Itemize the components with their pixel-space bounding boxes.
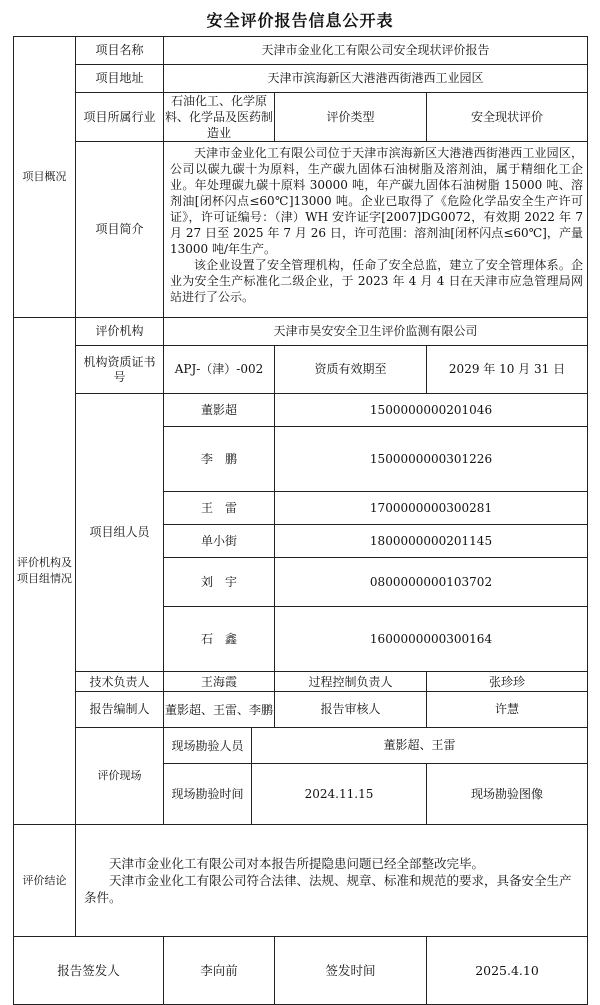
author-label: 报告编制人	[76, 692, 164, 728]
section-label-site: 评价现场	[76, 728, 164, 825]
section-label-overview: 项目概况	[14, 37, 76, 318]
validity-value: 2029 年 10 月 31 日	[427, 346, 588, 394]
member-id: 1600000000300164	[275, 607, 588, 672]
tech-lead: 王海霞	[164, 672, 275, 692]
industry-label: 项目所属行业	[76, 93, 164, 142]
org-label: 评价机构	[76, 318, 164, 346]
tech-lead-label: 技术负责人	[76, 672, 164, 692]
issuer-label: 报告签发人	[14, 937, 164, 1005]
project-intro-paragraph-1: 天津市金业化工有限公司位于天津市滨海新区大港港西街港西工业园区，公司以碳九碳十为原料，生产碳九固体石油树脂及溶剂油，属于精细化工企业。年处理碳九碳十原料 30000 吨，年产碳九固体石油树脂 15000 吨、溶剂油[闭杯闪点≤60℃]13000 吨。企业已取得了《危险化学品安全生产许可证》，许可证编号：（津）WH 安许证字[2007]DG0072，有效期 2022 年 7 月 27 日至 2025 年 7 月 26 日，许可范围：溶剂油[闭杯闪点≤60℃]，产量 13000 吨/年生产。	[170, 146, 584, 256]
eval-type-value: 安全现状评价	[427, 93, 588, 142]
project-address: 天津市滨海新区大港港西街港西工业园区	[164, 65, 588, 93]
member-name: 石 鑫	[164, 607, 275, 672]
section-label-conclusion: 评价结论	[14, 825, 76, 937]
member-name: 单小街	[164, 525, 275, 558]
reviewer-label: 报告审核人	[275, 692, 427, 728]
project-name: 天津市金业化工有限公司安全现状评价报告	[164, 37, 588, 65]
member-name: 董影超	[164, 394, 275, 427]
member-id: 1800000000201145	[275, 525, 588, 558]
survey-images-label: 现场勘验图像	[427, 764, 588, 825]
report-authors: 董影超、王雷、李鹏	[164, 692, 275, 728]
team-label: 项目组人员	[76, 394, 164, 672]
issue-date-label: 签发时间	[275, 937, 427, 1005]
reviewer: 许慧	[427, 692, 588, 728]
survey-time: 2024.11.15	[252, 764, 427, 825]
member-id: 1500000000201046	[275, 394, 588, 427]
project-address-label: 项目地址	[76, 65, 164, 93]
info-table	[13, 36, 588, 1005]
member-id: 0800000000103702	[275, 558, 588, 607]
project-intro-paragraph-2: 该企业设置了安全管理机构，任命了安全总监，建立了安全管理体系。企业为安全生产标准化二级企业，于 2023 年 4 月 4 日在天津市应急管理局网站进行了公示。	[170, 258, 584, 304]
member-name: 王 雷	[164, 492, 275, 525]
cert-label: 机构资质证书号	[76, 346, 164, 394]
member-id: 1500000000301226	[275, 427, 588, 492]
project-name-label: 项目名称	[76, 37, 164, 65]
member-name: 李 鹏	[164, 427, 275, 492]
cert-number: APJ-（津）-002	[164, 346, 275, 394]
member-name: 刘 宇	[164, 558, 275, 607]
issue-date: 2025.4.10	[427, 937, 588, 1005]
conclusion-paragraph-2: 天津市金业化工有限公司符合法律、法规、规章、标准和规范的要求，具备安全生产条件。	[84, 873, 572, 905]
project-intro-label: 项目简介	[76, 142, 164, 318]
validity-label: 资质有效期至	[275, 346, 427, 394]
surveyors-label: 现场勘验人员	[164, 728, 252, 764]
issuer: 李向前	[164, 937, 275, 1005]
conclusion-paragraph-1: 天津市金业化工有限公司对本报告所提隐患问题已经全部整改完毕。	[109, 856, 485, 871]
member-id: 1700000000300281	[275, 492, 588, 525]
org-name: 天津市昊安安全卫生评价监测有限公司	[164, 318, 588, 346]
industry-value: 石油化工、化学原料、化学品及医药制造业	[164, 94, 273, 140]
project-intro	[164, 142, 588, 318]
surveyors: 董影超、王雷	[252, 728, 588, 764]
process-lead: 张珍珍	[427, 672, 588, 692]
page-title: 安全评价报告信息公开表	[206, 11, 394, 30]
section-label-org: 评价机构及项目组情况	[14, 318, 76, 825]
survey-time-label: 现场勘验时间	[164, 764, 252, 825]
conclusion-text	[76, 825, 588, 937]
eval-type-label: 评价类型	[275, 93, 427, 142]
process-lead-label: 过程控制负责人	[275, 672, 427, 692]
